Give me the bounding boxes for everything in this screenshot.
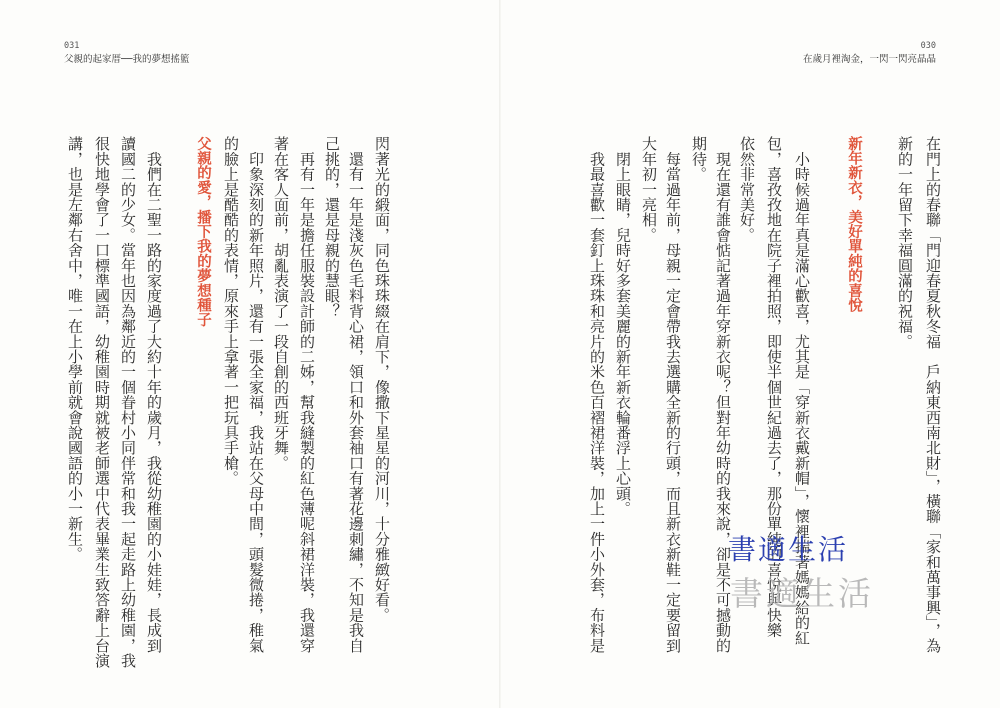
text-column: 現在還有誰會惦記著過年穿新衣呢？但對年幼時的我來說，卻是不可撼動的 (714, 136, 732, 653)
text-column: 新的一年留下幸福圓滿的祝福。 (896, 136, 914, 349)
text-column: 很快地學會了一口標準國語，幼稚園時期就被老師選中代表畢業生致答辭上台演 (93, 136, 111, 668)
text-column: 我們在二聖一路的家度過了大約十年的歲月，我從幼稚園的小娃娃，長成到 (145, 136, 163, 653)
text-column: 在門上的春聯「門迎春夏秋冬福 戶納東西南北財」，橫聯「家和萬事興」，為 (924, 136, 942, 653)
text-column: 閉上眼睛，兒時好多套美麗的新年新衣輪番浮上心頭。 (614, 136, 632, 516)
section-heading-fathers-love: 父親的愛，播下我的夢想種子 (195, 136, 211, 328)
text-column: 再有一年是擔任服裝設計師的二姊，幫我縫製的紅色薄呢斜裙洋裝，我還穿 (298, 136, 316, 653)
text-column: 講，也是左鄰右舍中，唯一在上小學前就會說國語的小一新生。 (66, 136, 84, 562)
text-column: 大年初一亮相。 (640, 136, 658, 243)
text-column: 閃著光的緞面，同色珠珠綴在肩下，像撒下星星的河川，十分雅緻好看。 (373, 136, 391, 623)
text-column: 依然非常美好。 (738, 136, 756, 243)
left-page-header (64, 40, 189, 66)
text-column: 包，喜孜孜地在院子裡拍照，即使半個世紀過去了，那份單純的喜悅與快樂 (765, 136, 783, 638)
right-running-head: 在歲月裡淘金，一閃一閃亮晶晶 (802, 54, 936, 65)
left-running-head: 父親的起家厝──我的夢想搖籃 (64, 54, 190, 65)
section-heading-new-year-clothes: 新年新衣，美好單純的喜悅 (846, 136, 862, 313)
text-column: 每當過年前，母親一定會帶我去選購全新的行頭，而且新衣新鞋一定要留到 (664, 136, 682, 653)
text-column: 讀國二的少女。當年也因為鄰近的一個眷村小同伴常和我一起走路上幼稚園，我 (119, 136, 137, 668)
text-column: 己挑的，還是母親的慧眼？ (323, 136, 341, 319)
right-page-number: 030 (920, 41, 936, 51)
text-column: 小時候過年真是滿心歡喜，尤其是「穿新衣戴新帽」，懷裡揣著媽媽給的紅 (793, 136, 811, 646)
right-page-header (803, 40, 936, 66)
left-page-number: 031 (64, 41, 80, 51)
watermark-blue: 書適生活 (728, 533, 849, 566)
text-column: 我最喜歡一套釘上珠珠和亮片的米色百褶裙洋裝，加上一件小外套，布料是 (588, 136, 606, 653)
text-column: 還有一年是淺灰色毛料背心裙，領口和外套袖口有著花邊刺繡，不知是我自 (347, 136, 365, 653)
text-column: 著在客人面前，胡亂表演了一段自創的西班牙舞。 (272, 136, 290, 471)
text-column: 印象深刻的新年照片，還有一張全家福，我站在父母中間，頭髮微捲，稚氣 (247, 136, 265, 653)
text-column: 期待。 (690, 136, 708, 182)
text-column: 的臉上是酷酷的表情，原來手上拿著一把玩具手槍。 (222, 136, 240, 486)
watermark-grey: 書適生活 (730, 574, 874, 613)
